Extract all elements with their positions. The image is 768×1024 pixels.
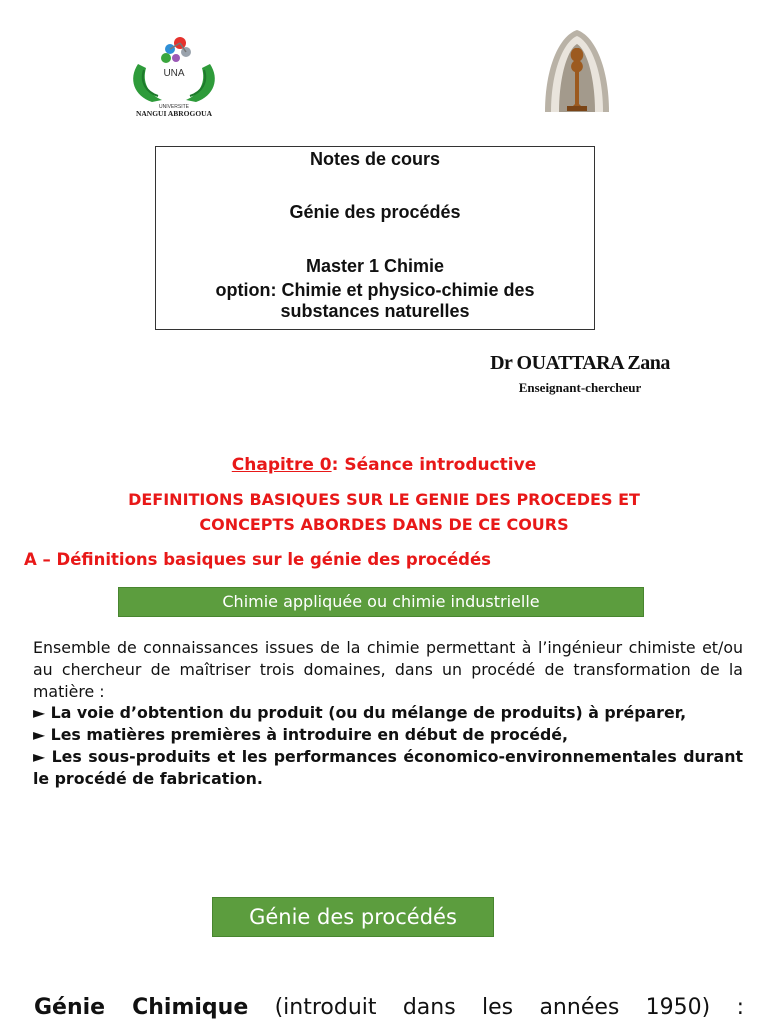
chemical-engineering-line xyxy=(34,995,744,1020)
chapter-heading xyxy=(0,455,768,475)
process-engineering-box: Génie des procédés xyxy=(212,897,494,937)
title-box xyxy=(155,146,595,330)
definition-item-2: ► Les matières premières à introduire en début de procédé, xyxy=(33,725,568,745)
applied-chemistry-box: Chimie appliquée ou chimie industrielle xyxy=(118,587,644,617)
chapter-subtitle-line2: CONCEPTS ABORDES DANS DE CE COURS xyxy=(199,515,569,534)
author-role: Enseignant-chercheur xyxy=(518,380,642,395)
section-a-heading: A – Définitions basiques sur le génie des procédés xyxy=(24,550,491,569)
title-option: option: Chimie et physico-chimie des xyxy=(215,280,535,300)
definition-intro: Ensemble de connaissances issues de la chimie permettant à l’ingénieur chimiste et/ou au chercheur de maîtriser trois domaines, dans un procédé de transformation de la matière : xyxy=(33,638,743,701)
university-logo xyxy=(118,34,230,120)
title-master: Master 1 Chimie xyxy=(305,256,445,276)
logo-nangui-text: NANGUI ABROGOUA xyxy=(135,109,213,118)
chemical-engineering-term: Génie Chimique xyxy=(34,995,249,1020)
chapter-title: : Séance introductive xyxy=(331,455,537,475)
logo-una-text: UNA xyxy=(163,68,185,79)
chemical-engineering-note: (introduit dans les années 1950) : xyxy=(248,995,744,1020)
definition-item-1: ► La voie d’obtention du produit (ou du mélange de produits) à préparer, xyxy=(33,703,687,723)
logo-universite-text: UNIVERSITE xyxy=(158,104,190,110)
title-course: Génie des procédés xyxy=(289,202,461,222)
author-name: Dr OUATTARA Zana xyxy=(490,352,670,374)
chapter-subtitle xyxy=(40,487,728,537)
chapter-subtitle-line1: DEFINITIONS BASIQUES SUR LE GENIE DES PROCEDES ET xyxy=(128,490,640,509)
emblem-logo xyxy=(537,28,617,114)
title-option-cont: substances naturelles xyxy=(280,301,470,321)
definition-item-3: ► Les sous-produits et les performances économico-environnementales durant le procédé de fabrication. xyxy=(33,746,743,788)
chapter-label: Chapitre 0 xyxy=(231,455,332,475)
title-notes: Notes de cours xyxy=(309,149,441,169)
definition-paragraph xyxy=(33,637,743,790)
